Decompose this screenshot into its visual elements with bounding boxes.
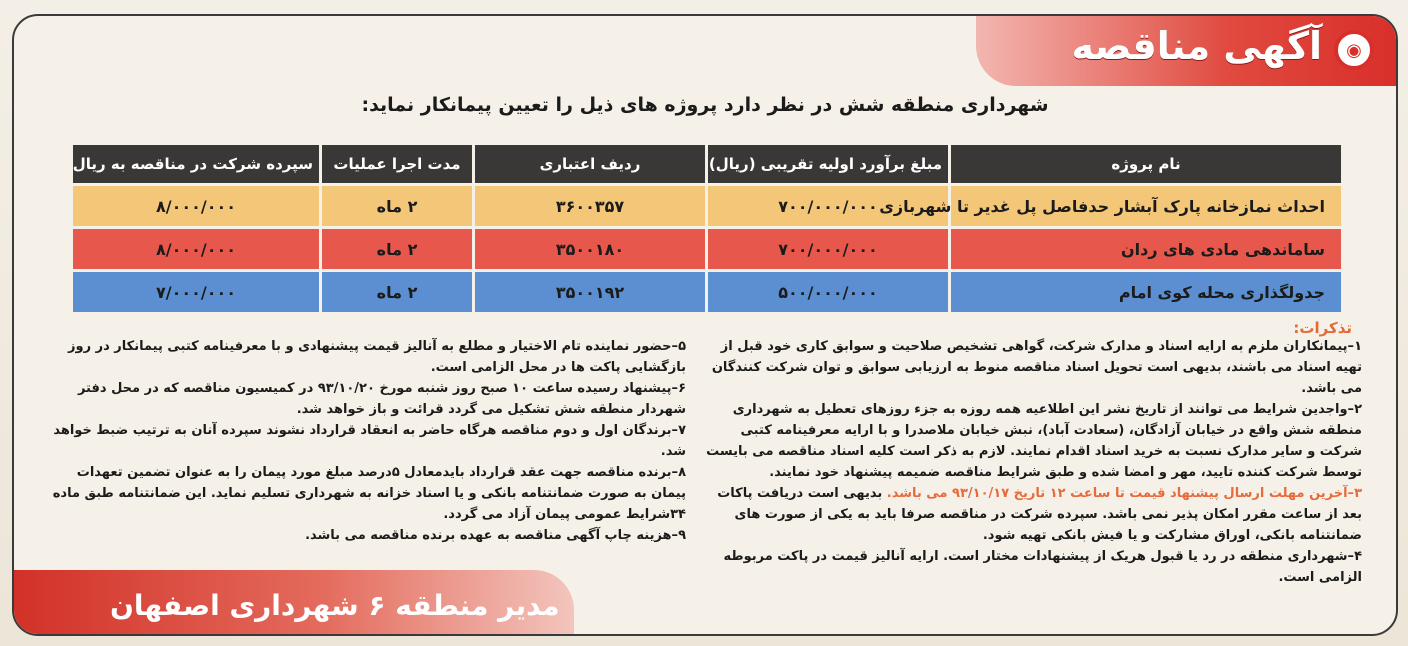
budget-line-cell: ۳۵۰۰۱۸۰ xyxy=(475,229,705,269)
estimate-cell: ۷۰۰/۰۰۰/۰۰۰ xyxy=(708,229,948,269)
notes-column-right xyxy=(700,336,1362,588)
note-1: ۱–پیمانکاران ملزم به ارایه اسناد و مدارک شرکت، گواهی تشخیص صلاحیت و سوابق کاری خود قبل از تهیه اسناد می باشند، بدیهی است تحویل اسناد مناقصه منوط به ارزیابی سوابق و توان شرکت کنندگان می باشد. xyxy=(711,339,1362,396)
duration-cell: ۲ ماه xyxy=(322,186,472,226)
signature: مدیر منطقه ۶ شهرداری اصفهان xyxy=(110,589,560,622)
footer-band xyxy=(14,570,574,634)
project-name-cell: جدولگذاری محله کوی امام xyxy=(951,272,1341,312)
note-3 xyxy=(700,483,1362,546)
projects-table xyxy=(70,142,1344,315)
budget-line-cell: ۳۶۰۰۳۵۷ xyxy=(475,186,705,226)
budget-line-cell: ۳۵۰۰۱۹۲ xyxy=(475,272,705,312)
ad-title: آگهی مناقصه xyxy=(1071,24,1322,68)
ad-subtitle: شهرداری منطقه شش در نظر دارد پروژه های ذیل را تعیین پیمانکار نماید: xyxy=(361,94,1049,116)
table-header-row xyxy=(73,145,1341,183)
header-deposit: سپرده شرکت در مناقصه به ریال xyxy=(73,145,319,183)
note-3-deadline: ۳–آخرین مهلت ارسال پیشنهاد قیمت تا ساعت ۱۲ تاریخ ۹۳/۱۰/۱۷ می باشد. xyxy=(886,486,1362,501)
note-2: ۲–واجدین شرایط می توانند از تاریخ نشر این اطلاعیه همه روزه به جزء روزهای تعطیل به شهرداری منطقه شش واقع در خیابان آزادگان، (سعادت آباد)، نبش خیابان ملاصدرا و با ارایه معرفینامه کتبی شرکت و سایر مدارک نسبت به خرید اسناد اقدام نمایند. لازم به ذکر است کلیه اسناد مناقصه می بایست توسط شرکت کننده تایید، مهر و امضا شده و طبق شرایط مناقصه ضمیمه پیشنهاد خود نمایند. xyxy=(706,402,1362,480)
duration-cell: ۲ ماه xyxy=(322,229,472,269)
table-row xyxy=(73,186,1341,226)
header-project-name: نام پروژه xyxy=(951,145,1341,183)
note-4: ۴–شهرداری منطقه در رد یا قبول هریک از پیشنهادات مختار است. ارایه آنالیز قیمت در پاکت مربوطه الزامی است. xyxy=(723,549,1362,585)
note-9: ۹–هزینه چاپ آگهی مناقصه به عهده برنده مناقصه می باشد. xyxy=(305,528,686,543)
note-8: ۸–برنده مناقصه جهت عقد قرارداد بایدمعادل ۵درصد مبلغ مورد پیمان را به عنوان تضمین تعهدات پیمان به صورت ضمانتنامه بانکی و یا اسناد خزانه به شهرداری تسلیم نماید. این ضمانتنامه طبق ماده ۳۴شرایط عمومی پیمان آزاد می گردد. xyxy=(52,465,686,522)
duration-cell: ۲ ماه xyxy=(322,272,472,312)
deposit-cell: ۸/۰۰۰/۰۰۰ xyxy=(73,186,319,226)
note-5: ۵–حضور نماینده تام الاختیار و مطلع به آنالیز قیمت پیشنهادی و با معرفینامه کتبی پیمانکار در روز بازگشایی پاکت ها در محل الزامی است. xyxy=(68,339,686,375)
note-6: ۶–پیشنهاد رسیده ساعت ۱۰ صبح روز شنبه مورخ ۹۳/۱۰/۲۰ در کمیسیون مناقصه که در محل دفتر شهردار منطقه شش تشکیل می گردد قرائت و باز خواهد شد. xyxy=(77,381,686,417)
header-duration: مدت اجرا عملیات xyxy=(322,145,472,183)
note-3-rest: بدیهی است دریافت پاکات بعد از ساعت مقرر امکان پذیر نمی باشد. سپرده شرکت در مناقصه صرفا باید به یکی از صورت های ضمانتنامه بانکی، اوراق مشارکت و یا فیش بانکی تهیه شود. xyxy=(717,486,1362,543)
deposit-cell: ۷/۰۰۰/۰۰۰ xyxy=(73,272,319,312)
table-row xyxy=(73,272,1341,312)
municipality-logo-icon: ◉ xyxy=(1334,30,1374,70)
notes-title: تذکرات: xyxy=(1293,319,1352,337)
header-band xyxy=(976,16,1396,86)
project-name-cell: احداث نمازخانه پارک آبشار حدفاصل پل غدیر تا شهربازی xyxy=(951,186,1341,226)
notes-column-left xyxy=(50,336,686,546)
table-row xyxy=(73,229,1341,269)
header-estimate: مبلغ برآورد اولیه تقریبی (ریال) xyxy=(708,145,948,183)
deposit-cell: ۸/۰۰۰/۰۰۰ xyxy=(73,229,319,269)
note-7: ۷–برندگان اول و دوم مناقصه هرگاه حاضر به انعقاد قرارداد نشوند سپرده آنان به ترتیب ضبط خواهد شد. xyxy=(53,423,686,459)
project-name-cell: ساماندهی مادی های ردان xyxy=(951,229,1341,269)
header-budget-line: ردیف اعتباری xyxy=(475,145,705,183)
ad-frame xyxy=(12,14,1398,636)
estimate-cell: ۵۰۰/۰۰۰/۰۰۰ xyxy=(708,272,948,312)
estimate-cell: ۷۰۰/۰۰۰/۰۰۰ xyxy=(708,186,948,226)
